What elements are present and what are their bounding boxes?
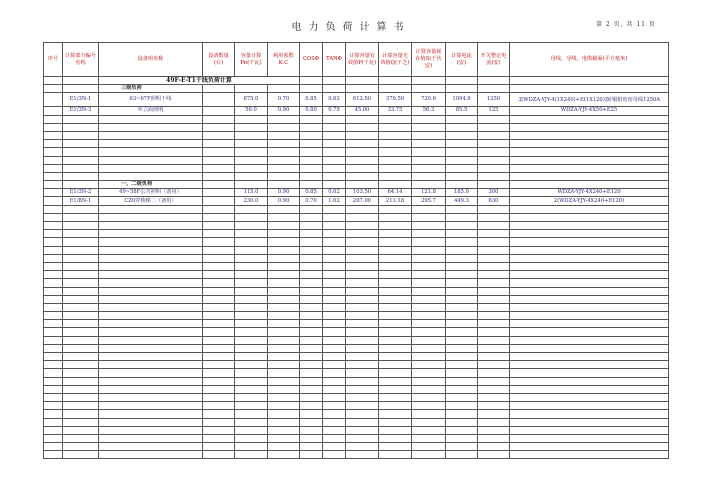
col-q: 计算容量无效值Q(千乏)	[379, 43, 412, 77]
empty-row	[44, 271, 669, 279]
table-row	[44, 189, 669, 197]
empty-row	[44, 172, 669, 180]
col-name: 设备组名称	[99, 43, 203, 77]
empty-row	[44, 254, 669, 262]
cell-pn: 875.0	[235, 93, 268, 107]
cell-code: E1/3N-3	[63, 107, 99, 115]
cell-name: 外立面照明	[99, 107, 203, 115]
group-label-row	[44, 181, 669, 189]
empty-row	[44, 303, 669, 311]
col-cable: 母线、导线、电缆截面(平方毫米)	[510, 43, 669, 77]
empty-row	[44, 222, 669, 230]
cell-name: 49~58F公共照明（备用）	[99, 189, 203, 197]
empty-row	[44, 385, 669, 393]
col-capacity: 容量计算Pn(千瓦)	[235, 43, 268, 77]
empty-row	[44, 156, 669, 164]
table-row	[44, 93, 669, 107]
cell-name: 63~67F照明干线	[99, 93, 203, 107]
empty-row	[44, 320, 669, 328]
cell-kc: 0.90	[268, 189, 300, 197]
table-row	[44, 107, 669, 115]
cell-s: 56.3	[412, 107, 446, 115]
empty-row	[44, 230, 669, 238]
cell-cos: 0.70	[300, 197, 323, 205]
page-info: 第 2 页, 共 11 页	[596, 21, 656, 28]
section-title-row	[44, 77, 669, 85]
empty-row	[44, 434, 669, 442]
empty-row	[44, 451, 669, 459]
empty-row	[44, 328, 669, 336]
col-seq: 序号	[44, 43, 63, 77]
cell-count	[203, 107, 235, 115]
col-count: 设备数量(台)	[203, 43, 235, 77]
empty-row	[44, 131, 669, 139]
cell-pn: 50.0	[235, 107, 268, 115]
cell-q: 211.18	[379, 197, 412, 205]
empty-row	[44, 213, 669, 221]
section-title: 49F-E-T1干线负荷计算	[99, 77, 300, 85]
empty-row	[44, 443, 669, 451]
col-code: 计算部分编号名称	[63, 43, 99, 77]
cell-switch: 300	[478, 189, 510, 197]
cell-p: 207.00	[346, 197, 379, 205]
document-title: 电力负荷计算书	[291, 22, 411, 33]
empty-row	[44, 353, 669, 361]
cell-switch: 125	[478, 107, 510, 115]
empty-row	[44, 123, 669, 131]
cell-current: 1094.9	[446, 93, 478, 107]
cell-cable: 3[WDZA-YJY-4(1X240)+E(1X120)]转铜相密密母线1250A	[510, 93, 669, 107]
group-label-row	[44, 85, 669, 93]
group2-label: 一、二级负荷	[99, 181, 203, 189]
empty-row	[44, 393, 669, 401]
cell-s: 295.7	[412, 197, 446, 205]
cell-q: 379.59	[379, 93, 412, 107]
empty-row	[44, 369, 669, 377]
cell-cable: WDZA-YJY-4X240+E120	[510, 189, 669, 197]
empty-row	[44, 287, 669, 295]
load-calculation-table	[43, 42, 669, 459]
cell-tan: 0.62	[323, 93, 346, 107]
col-tan: TANΦ	[323, 43, 346, 77]
empty-row	[44, 418, 669, 426]
cell-switch: 630	[478, 197, 510, 205]
cell-s: 720.6	[412, 93, 446, 107]
col-s: 计算容量视在值S(千伏安)	[412, 43, 446, 77]
cell-cable: WDZA-YJY-4X50+E25	[510, 107, 669, 115]
cell-code: E1/8N-1	[63, 197, 99, 205]
cell-tan: 0.62	[323, 189, 346, 197]
cell-p: 103.50	[346, 189, 379, 197]
empty-row	[44, 312, 669, 320]
cell-kc: 0.70	[268, 93, 300, 107]
cell-q: 33.75	[379, 107, 412, 115]
cell-count	[203, 93, 235, 107]
cell-switch: 1250	[478, 93, 510, 107]
cell-current: 185.0	[446, 189, 478, 197]
empty-row	[44, 361, 669, 369]
cell-cable: 2(WDZA-YJY-4X240+E120)	[510, 197, 669, 205]
group1-label: 三级负荷	[99, 85, 203, 93]
cell-cos: 0.85	[300, 189, 323, 197]
empty-row	[44, 279, 669, 287]
cell-tan: 1.02	[323, 197, 346, 205]
empty-row	[44, 295, 669, 303]
col-kc: 利用系数K.C	[268, 43, 300, 77]
blank-rows-a	[44, 115, 669, 181]
col-switch: 开关整定电流(安)	[478, 43, 510, 77]
empty-row	[44, 402, 669, 410]
cell-pn: 230.0	[235, 197, 268, 205]
col-current: 计算电流(安)	[446, 43, 478, 77]
empty-row	[44, 344, 669, 352]
cell-q: 64.14	[379, 189, 412, 197]
empty-row	[44, 336, 669, 344]
cell-current: 85.5	[446, 107, 478, 115]
empty-row	[44, 238, 669, 246]
empty-row	[44, 426, 669, 434]
cell-code: E1/3N-2	[63, 189, 99, 197]
blank-rows-b	[44, 205, 669, 459]
empty-row	[44, 377, 669, 385]
cell-code: E1/3N-1	[63, 93, 99, 107]
table-row	[44, 197, 669, 205]
table-header-row	[44, 43, 669, 77]
empty-row	[44, 140, 669, 148]
cell-kc: 0.90	[268, 107, 300, 115]
cell-p: 45.00	[346, 107, 379, 115]
cell-cos: 0.80	[300, 107, 323, 115]
cell-count	[203, 189, 235, 197]
cell-count	[203, 197, 235, 205]
col-p: 计算容量有效值P(千瓦)	[346, 43, 379, 77]
empty-row	[44, 115, 669, 123]
cell-tan: 0.75	[323, 107, 346, 115]
cell-s: 121.8	[412, 189, 446, 197]
empty-row	[44, 262, 669, 270]
empty-row	[44, 148, 669, 156]
cell-current: 449.3	[446, 197, 478, 205]
col-cos: COSΦ	[300, 43, 323, 77]
empty-row	[44, 246, 669, 254]
cell-p: 612.50	[346, 93, 379, 107]
empty-row	[44, 410, 669, 418]
cell-name: CZ0穿梭梯二（备用）	[99, 197, 203, 205]
empty-row	[44, 205, 669, 213]
cell-cos: 0.85	[300, 93, 323, 107]
cell-pn: 115.0	[235, 189, 268, 197]
cell-kc: 0.90	[268, 197, 300, 205]
empty-row	[44, 164, 669, 172]
